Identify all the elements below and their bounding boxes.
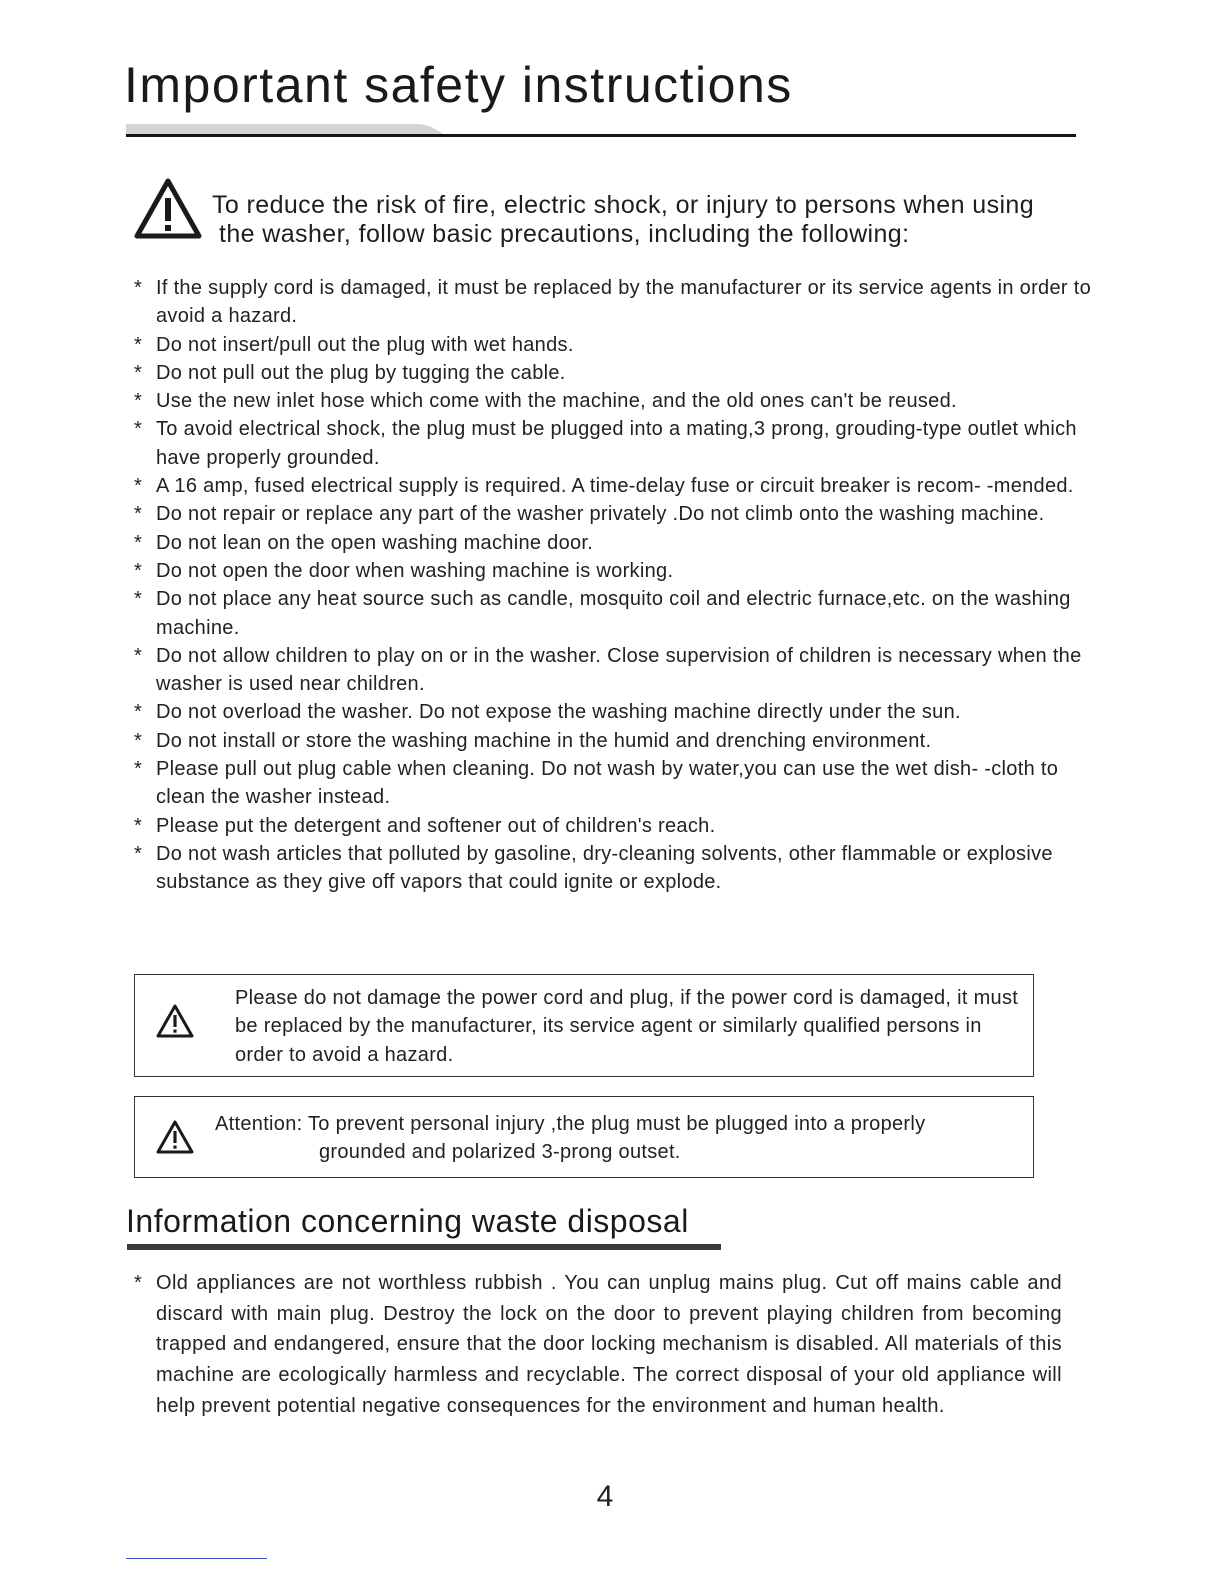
bullet-marker: * [134, 842, 143, 865]
attention-line-2: grounded and polarized 3-prong outset. [319, 1141, 681, 1164]
list-item [132, 812, 1092, 840]
power-cord-notice-text: Please do not damage the power cord and plug, if the power cord is damaged, it must be replaced by the manufacturer, its service agent or similarly qualified persons in order to avoid a hazard. [235, 987, 1019, 1066]
bullet-marker: * [134, 277, 143, 299]
bullet-marker: * [134, 1272, 143, 1294]
page-title: Important safety instructions [124, 57, 793, 113]
bullet-marker: * [134, 390, 143, 413]
bullet-marker: * [134, 503, 143, 526]
waste-disposal-heading: Information concerning waste disposal [126, 1203, 689, 1239]
list-item-text: Do not wash articles that polluted by gasoline, dry-cleaning solvents, other flammable or explosive substance as they give off vapors that could ignite or explode. [156, 842, 1053, 894]
list-item-text: Do not pull out the plug by tugging the cable. [156, 361, 566, 384]
page-number: 4 [596, 1480, 614, 1513]
list-item-text: Do not allow children to play on or in the washer. Close supervision of children is necessary when the washer is used near children. [156, 644, 1082, 696]
list-item [132, 331, 1092, 359]
warning-triangle-icon [132, 176, 204, 242]
bullet-marker: * [134, 475, 143, 498]
safety-instructions-list [132, 274, 1092, 897]
list-item [132, 415, 1092, 472]
list-item [132, 557, 1092, 585]
bullet-marker: * [134, 333, 143, 356]
warning-triangle-icon [155, 1119, 195, 1155]
list-item-text: Do not open the door when washing machine is working. [156, 559, 674, 582]
attention-notice-text [215, 1110, 1025, 1167]
bullet-marker: * [134, 588, 143, 611]
title-underline [126, 120, 1076, 140]
list-item [132, 727, 1092, 755]
list-item-text: A 16 amp, fused electrical supply is required. A time-delay fuse or circuit breaker is recom- -mended. [156, 475, 1074, 498]
list-item [132, 500, 1092, 528]
intro-precautions [212, 191, 1092, 249]
list-item [132, 274, 1092, 331]
list-item [132, 642, 1092, 699]
list-item-text: Do not place any heat source such as candle, mosquito coil and electric furnace,etc. on the washing machine. [156, 588, 1071, 639]
list-item [132, 387, 1092, 415]
attention-notice [134, 1096, 1034, 1178]
bullet-marker: * [134, 418, 143, 441]
list-item-text: If the supply cord is damaged, it must be replaced by the manufacturer or its service agents in order to avoid a hazard. [156, 277, 1091, 328]
list-item-text: Do not insert/pull out the plug with wet hands. [156, 333, 574, 356]
list-item-text: Do not lean on the open washing machine door. [156, 531, 594, 554]
footer-divider [126, 1558, 267, 1559]
list-item-text: Please pull out plug cable when cleaning. Do not wash by water,you can use the wet dish- -cloth to clean the washer instead. [156, 758, 1059, 809]
list-item [132, 1268, 1062, 1422]
bullet-marker: * [134, 531, 143, 554]
list-item-text: Please put the detergent and softener out of children's reach. [156, 814, 716, 837]
bullet-marker: * [134, 814, 143, 837]
waste-disposal-text: Old appliances are not worthless rubbish . You can unplug mains plug. Cut off mains cable and discard with main plug. Destroy the lock on the door to prevent playing children from becoming trapped and endangered, ensure that the door locking mechanism is disabled. All materials of this machine are ecologically harmless and recyclable. The correct disposal of your old appliance will help prevent potential negative consequences for the environment and human health. [156, 1272, 1062, 1417]
list-item-text: To avoid electrical shock, the plug must be plugged into a mating,3 prong, grouding-type outlet which have properly grounded. [156, 418, 1077, 469]
list-item-text: Use the new inlet hose which come with the machine, and the old ones can't be reused. [156, 390, 957, 413]
bullet-marker: * [134, 559, 143, 582]
list-item-text: Do not overload the washer. Do not expose the washing machine directly under the sun. [156, 701, 961, 724]
bullet-marker: * [134, 758, 143, 781]
list-item [132, 359, 1092, 387]
power-cord-notice [134, 974, 1034, 1077]
warning-triangle-icon [155, 1003, 195, 1039]
list-item [132, 840, 1092, 897]
intro-line-1: To reduce the risk of fire, electric shock, or injury to persons when using [212, 191, 1035, 219]
list-item [132, 529, 1092, 557]
waste-disposal-list [132, 1268, 1062, 1422]
bullet-marker: * [134, 361, 143, 384]
bullet-marker: * [134, 729, 143, 752]
waste-heading-underline [127, 1244, 721, 1250]
bullet-marker: * [134, 644, 143, 667]
list-item-text: Do not repair or replace any part of the washer privately .Do not climb onto the washing machine. [156, 503, 1045, 526]
list-item-text: Do not install or store the washing machine in the humid and drenching environment. [156, 729, 932, 752]
intro-line-2: the washer, follow basic precautions, including the following: [219, 220, 910, 248]
list-item [132, 472, 1092, 500]
list-item [132, 698, 1092, 726]
list-item [132, 585, 1092, 642]
list-item [132, 755, 1092, 812]
bullet-marker: * [134, 701, 143, 724]
attention-line-1: Attention: To prevent personal injury ,the plug must be plugged into a properly [215, 1113, 926, 1135]
